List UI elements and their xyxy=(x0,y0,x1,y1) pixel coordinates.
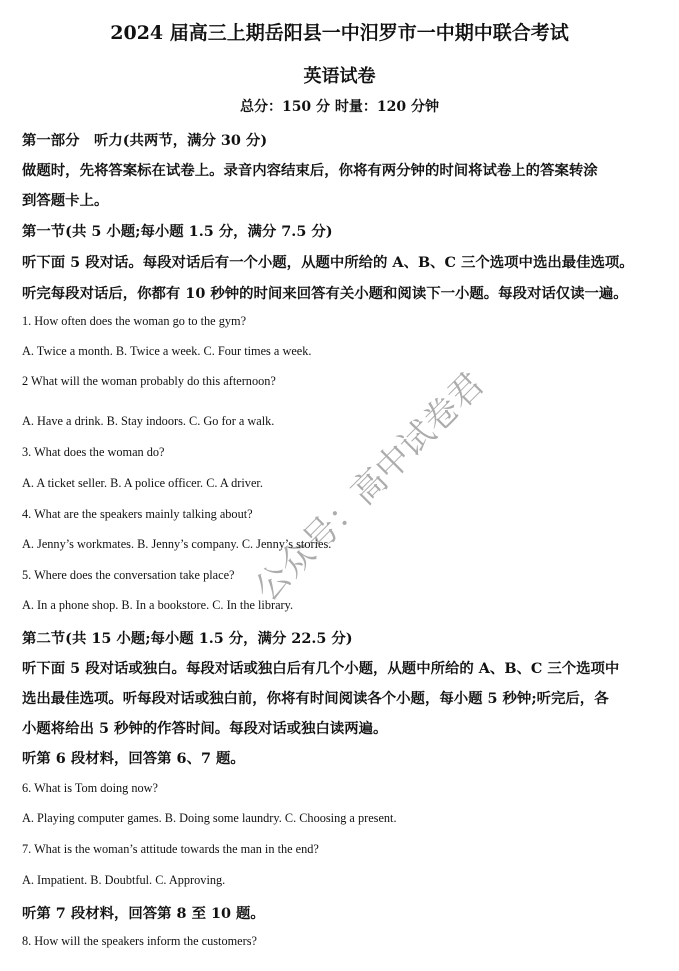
section1-instruction: 听下面 5 段对话。每段对话后有一个小题，从题中所给的 A、B、C 三个选项中选出最佳选项。 xyxy=(22,254,634,271)
question-5: 5. Where does the conversation take place? xyxy=(22,568,235,582)
section1-instruction: 听完每段对话后，你都有 10 秒钟的时间来回答有关小题和阅读下一小题。每段对话仅读一遍。 xyxy=(22,285,628,302)
section1-heading: 第一节(共 5 小题;每小题 1.5 分，满分 7.5 分) xyxy=(22,223,333,240)
question-3: 3. What does the woman do? xyxy=(22,445,165,459)
score-time: 总分：150 分 时量：120 分钟 xyxy=(239,99,440,115)
question-3-options: A. A ticket seller. B. A police officer. C. A driver. xyxy=(22,476,263,490)
question-8: 8. How will the speakers inform the customers? xyxy=(22,934,257,948)
part1-heading: 第一部分 听力(共两节，满分 30 分) xyxy=(22,132,268,149)
question-4-options: A. Jenny’s workmates. B. Jenny’s company. C. Jenny’s stories. xyxy=(22,537,332,551)
question-5-options: A. In a phone shop. B. In a bookstore. C. In the library. xyxy=(22,598,294,612)
exam-title: 2024 届高三上期岳阳县一中汨罗市一中期中联合考试 xyxy=(110,22,569,44)
section2-heading: 第二节(共 15 小题;每小题 1.5 分，满分 22.5 分) xyxy=(22,630,353,647)
section2-instruction: 小题将给出 5 秒钟的作答时间。每段对话或独白读两遍。 xyxy=(22,720,388,737)
question-4: 4. What are the speakers mainly talking about? xyxy=(22,507,253,521)
part1-intro-line: 做题时，先将答案标在试卷上。录音内容结束后，你将有两分钟的时间将试卷上的答案转涂 xyxy=(22,162,598,179)
question-6: 6. What is Tom doing now? xyxy=(22,781,158,795)
section2-instruction: 选出最佳选项。听每段对话或独白前，你将有时间阅读各个小题，每小题 5 秒钟;听完后，各 xyxy=(22,690,609,707)
group-6-heading: 听第 6 段材料，回答第 6、7 题。 xyxy=(22,750,245,767)
question-2-options: A. Have a drink. B. Stay indoors. C. Go for a walk. xyxy=(22,414,275,428)
section2-instruction: 听下面 5 段对话或独白。每段对话或独白后有几个小题，从题中所给的 A、B、C 三个选项中 xyxy=(22,660,620,677)
part1-intro-line: 到答题卡上。 xyxy=(22,192,109,209)
question-7: 7. What is the woman’s attitude towards the man in the end? xyxy=(22,842,319,856)
watermark: 公众号：高中试卷君 xyxy=(247,364,492,610)
question-1: 1. How often does the woman go to the gym? xyxy=(22,314,247,328)
question-1-options: A. Twice a month. B. Twice a week. C. Four times a week. xyxy=(22,344,312,358)
question-7-options: A. Impatient. B. Doubtful. C. Approving. xyxy=(22,873,226,887)
group-7-heading: 听第 7 段材料，回答第 8 至 10 题。 xyxy=(22,905,265,922)
question-2: 2 What will the woman probably do this afternoon? xyxy=(22,374,276,388)
question-6-options: A. Playing computer games. B. Doing some laundry. C. Choosing a present. xyxy=(22,811,397,825)
exam-subtitle: 英语试卷 xyxy=(303,66,376,87)
